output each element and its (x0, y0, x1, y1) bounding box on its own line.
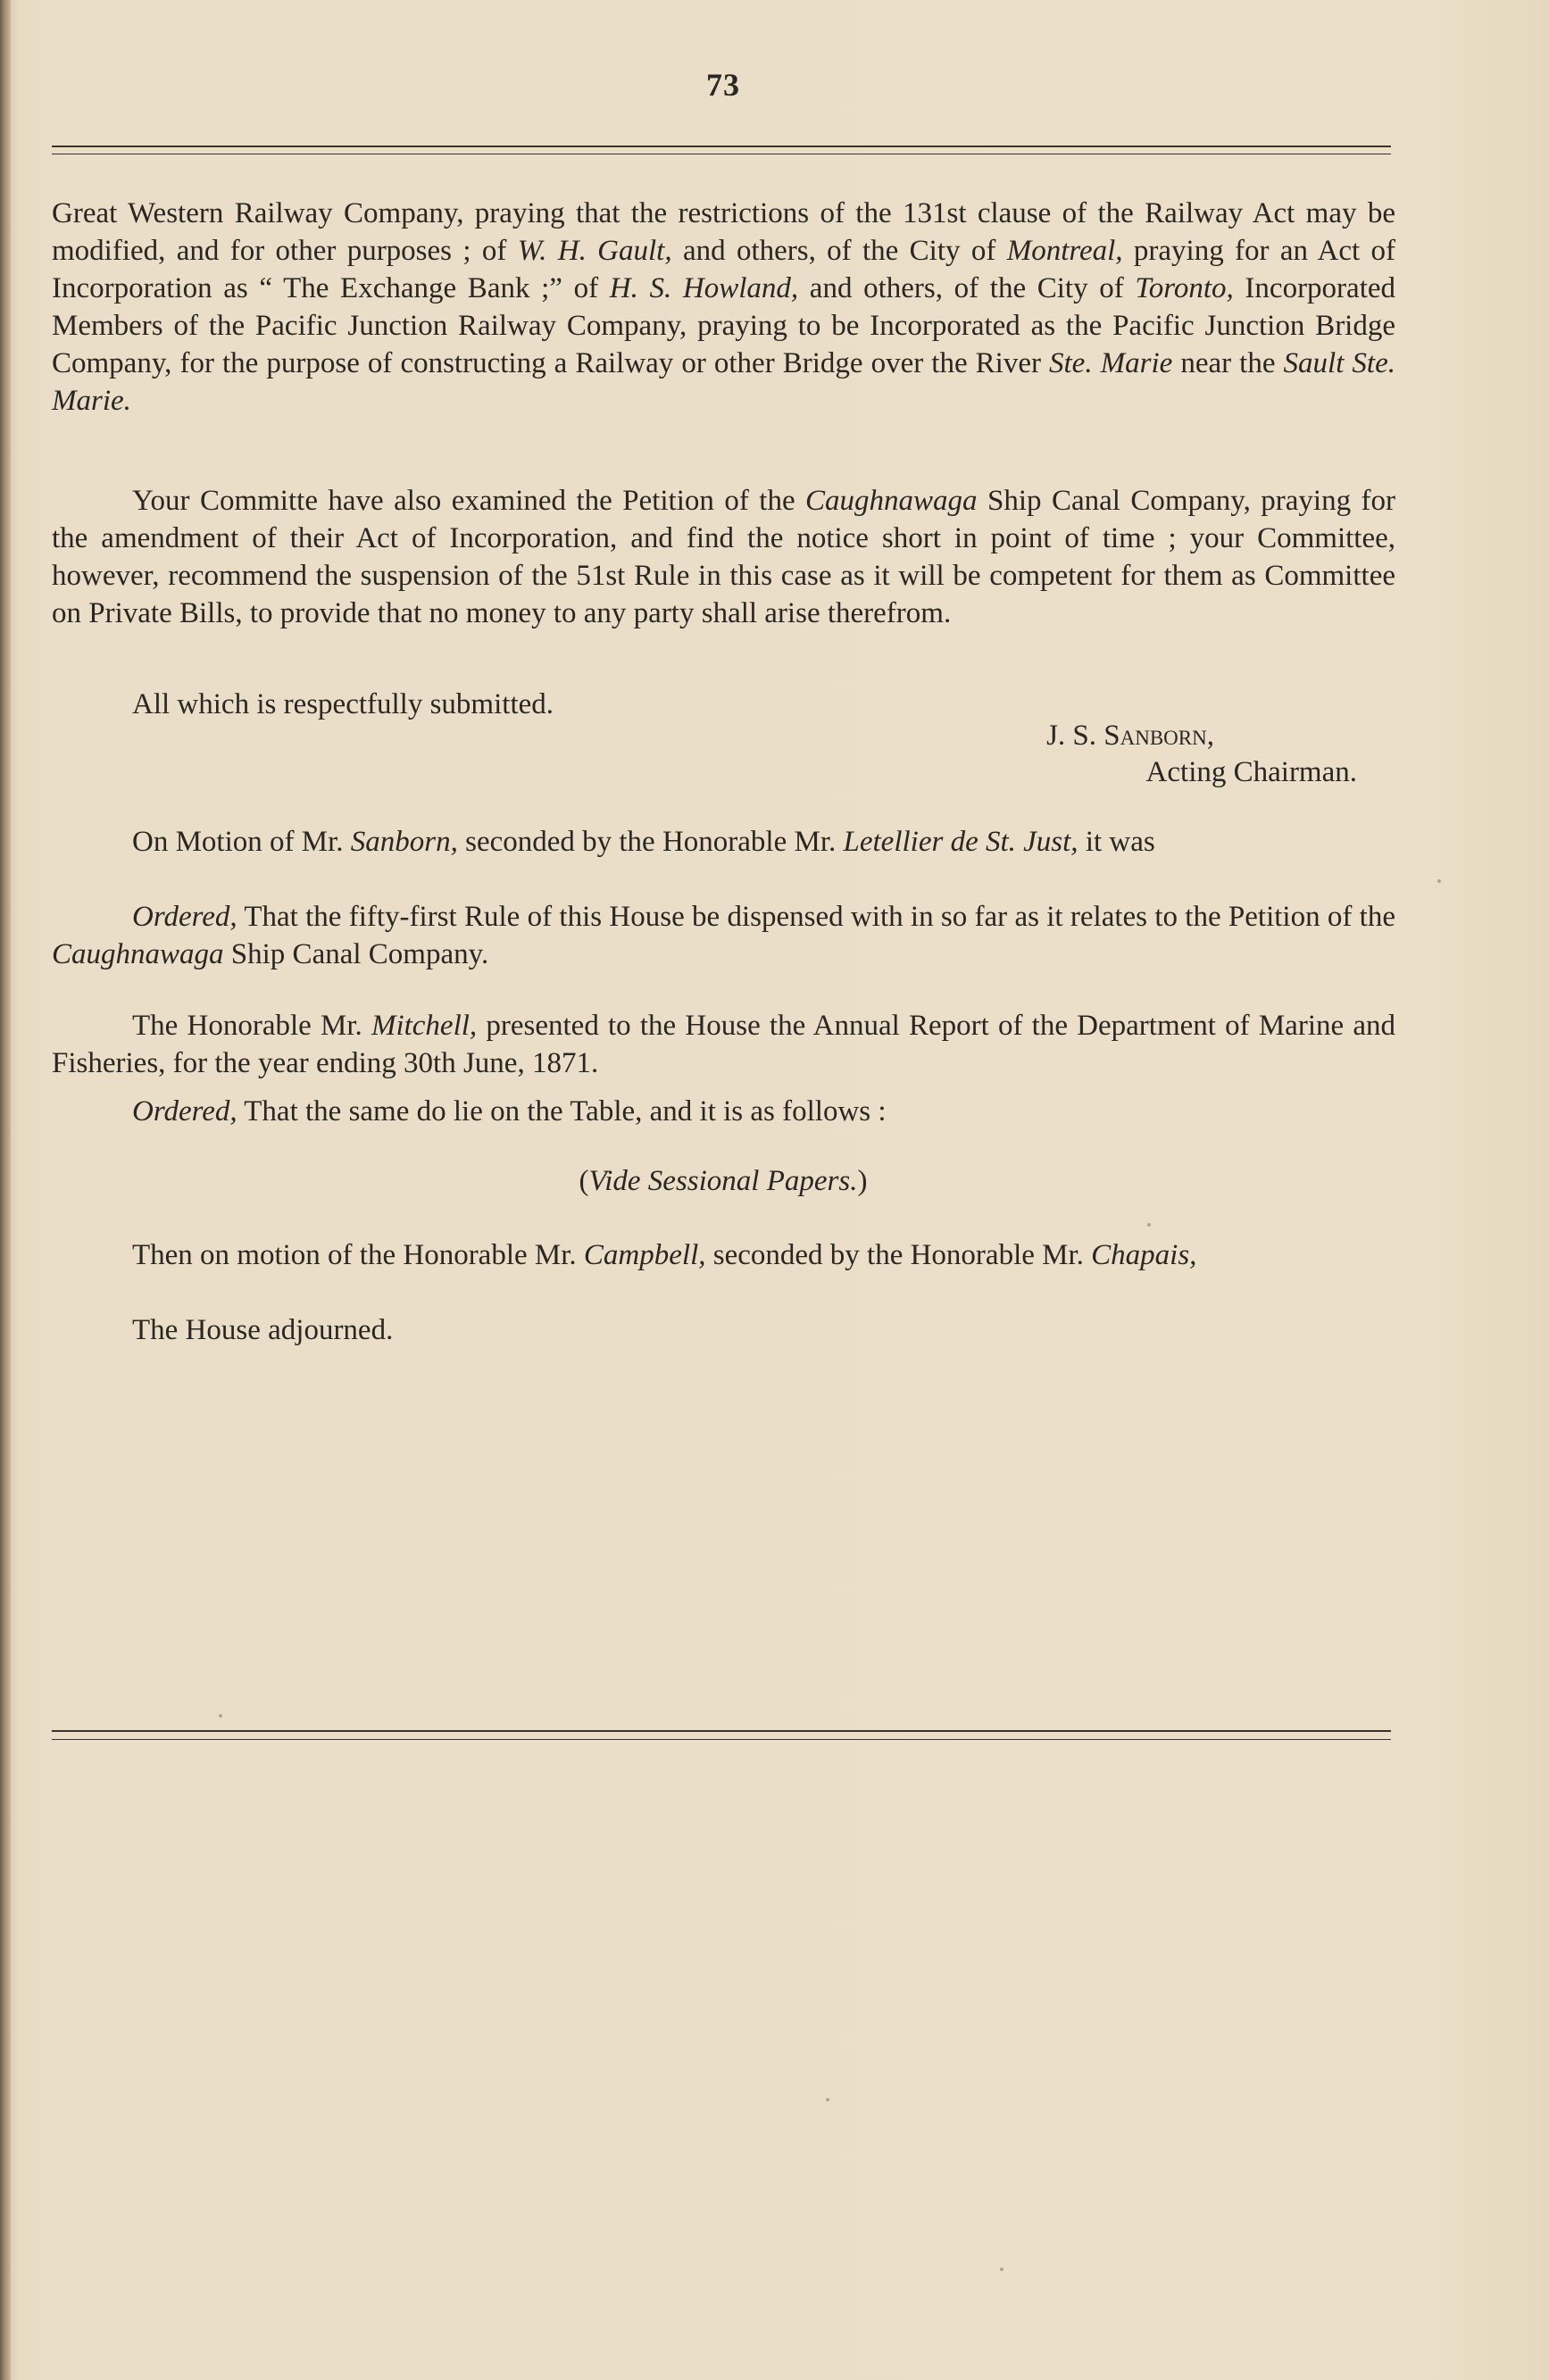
text: presented to the House the Annual Report of the Department of Marine and Fisheries, for the year ending 30th June, 1871. (52, 1010, 1395, 1079)
name-howland: H. S. Howland, (609, 272, 799, 304)
bottom-rule-lower (52, 1739, 1391, 1740)
paragraph-submitted: All which is respectfully submitted. (132, 688, 554, 720)
place-sault-ste-marie: Sault Ste. Marie. (52, 347, 1395, 417)
paragraph-ordered-rule (52, 898, 1395, 973)
text: That the fifty-first Rule of this House be dispensed with in so far as it relates to the Petition of the (237, 901, 1395, 933)
ordered-table-paragraph (52, 1093, 1395, 1130)
place-ste-marie: Ste. Marie (1049, 347, 1173, 379)
bottom-rule-upper (52, 1730, 1391, 1732)
name-mitchell: Mitchell, (371, 1010, 478, 1042)
paper-speck (1437, 879, 1441, 883)
text: The Honorable Mr. (132, 1010, 371, 1042)
paragraph-adjourned: The House adjourned. (132, 1314, 394, 1346)
paragraph-committee (52, 482, 1395, 632)
paragraph-report (52, 1007, 1395, 1082)
name-letellier: Letellier de St. Just, (843, 826, 1078, 858)
name-sanborn: Sanborn, (350, 826, 458, 858)
signature-surname: Sanborn, (1103, 720, 1214, 752)
adjourn-motion-paragraph (52, 1236, 1395, 1274)
top-rule-upper (52, 146, 1391, 147)
place-montreal: Montreal, (1006, 235, 1123, 267)
text: On Motion of Mr. (132, 826, 351, 858)
paragraph-petitions (52, 195, 1395, 420)
paren-close: ) (857, 1165, 868, 1197)
ordered-label: Ordered, (132, 1095, 237, 1128)
paragraph-adjourn-motion (52, 1236, 1395, 1274)
text: Then on motion of the Honorable Mr. (132, 1239, 584, 1271)
name-caughnawaga: Caughnawaga (805, 485, 978, 517)
text: and others, of the City of (671, 235, 1007, 267)
name-chapais: Chapais, (1091, 1239, 1197, 1271)
adjourned-paragraph (52, 1311, 1395, 1349)
name-campbell: Campbell, (583, 1239, 706, 1271)
signature-name (937, 717, 1214, 754)
text: Ship Canal Company. (223, 938, 489, 970)
name-caughnawaga: Caughnawaga (52, 938, 224, 970)
committee-paragraph (52, 482, 1395, 632)
place-toronto: Toronto, (1135, 272, 1234, 304)
text: Incorporated Members of the Pacific Junction Railway Company, praying to be Incorporated as the Pacific Junction Bridge Company, for the purpose of constructing a Railway or other Bridge over the River (52, 272, 1396, 379)
text: and others, of the City of (798, 272, 1136, 304)
vide-line (0, 1165, 1446, 1198)
text: seconded by the Honorable Mr. (705, 1239, 1092, 1271)
text: praying for an Act of Incorporation as “ The Exchange Bank ;” of (52, 235, 1396, 304)
name-gault: W. H. Gault, (517, 235, 672, 267)
paren-open: ( (579, 1165, 589, 1197)
motion-paragraph (52, 823, 1395, 861)
vide-text: Vide Sessional Papers. (588, 1165, 858, 1197)
paper-speck (1147, 1223, 1151, 1227)
text: seconded by the Honorable Mr. (457, 826, 844, 858)
ordered-rule-paragraph (52, 898, 1395, 973)
petitions-paragraph (52, 195, 1395, 420)
ordered-label: Ordered, (132, 901, 237, 933)
text: near the (1172, 347, 1284, 379)
text: Great Western Railway Company, praying that the restrictions of the 131st clause of the Railway Act may be modified, and for other purposes ; of (52, 197, 1395, 267)
paper-speck (826, 2098, 829, 2101)
paper-speck (219, 1714, 222, 1718)
text: Your Committe have also examined the Petition of the (132, 485, 806, 517)
text: it was (1078, 826, 1155, 858)
page-number: 73 (706, 67, 740, 103)
signature-title: Acting Chairman. (1145, 756, 1357, 788)
paragraph-motion (52, 823, 1395, 861)
report-paragraph (52, 1007, 1395, 1082)
signature-initials: J. S. (1046, 720, 1104, 752)
text: Ship Canal Company, praying for the amendment of their Act of Incorporation, and find the notice short in point of time ; your Committee, however, recommend the suspension of the 51st Rule in this case as it will be competent for them as Committee on Private Bills, to provide that no money to any party shall arise therefrom. (52, 485, 1395, 629)
paragraph-ordered-table (52, 1093, 1395, 1130)
text: That the same do lie on the Table, and it is as follows : (237, 1095, 887, 1128)
paper-speck (1000, 2268, 1004, 2271)
